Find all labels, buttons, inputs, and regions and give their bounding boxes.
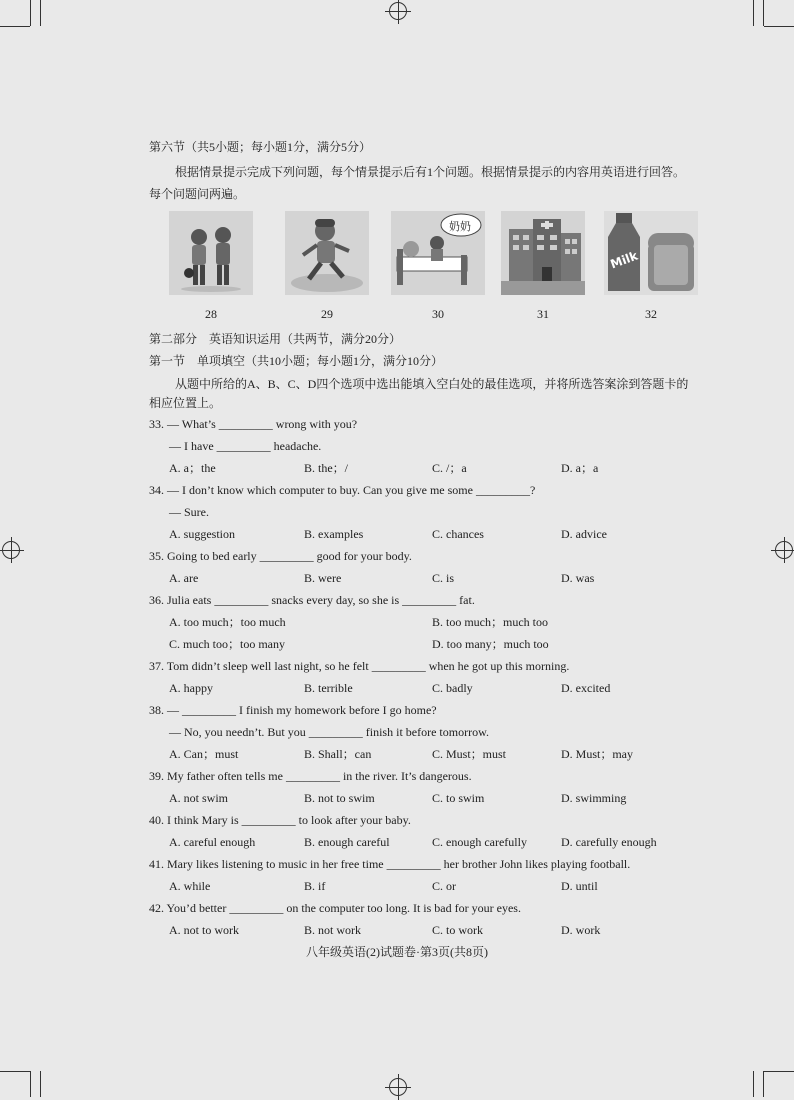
question-line: 42. You’d better _________ on the computer too long. It is bad for your eyes.	[149, 901, 521, 915]
question-line: 37. Tom didn’t sleep well last night, so he felt _________ when he got up this morning.	[149, 659, 570, 673]
picture-29	[285, 211, 369, 321]
options-row	[149, 878, 697, 900]
option-c[interactable]: C. much too；too many	[169, 637, 285, 651]
question-line: 34. — I don’t know which computer to buy. Can you give me some _________?	[149, 483, 536, 497]
registration-mark-icon	[389, 2, 407, 20]
options-row	[149, 460, 697, 482]
crop-mark	[753, 1071, 754, 1097]
option-d[interactable]: D. advice	[561, 527, 607, 541]
hospital-building-icon	[501, 211, 585, 295]
option-a[interactable]: A. too much；too much	[169, 615, 286, 629]
options-row	[149, 834, 697, 856]
boy-skating-icon	[285, 211, 369, 295]
option-a[interactable]: A. not swim	[169, 791, 229, 805]
options-row	[149, 922, 697, 944]
option-d[interactable]: D. too many；much too	[432, 637, 549, 651]
options-row	[149, 636, 697, 658]
option-c[interactable]: C. /；a	[432, 461, 467, 475]
crop-mark	[40, 0, 41, 26]
option-a[interactable]: A. not to work	[169, 923, 239, 937]
question-line: — No, you needn’t. But you _________ finish it before tomorrow.	[169, 725, 489, 739]
option-a[interactable]: A. Can；must	[169, 747, 239, 761]
picture-number: 30	[432, 307, 444, 321]
milk-and-bread-icon	[604, 211, 698, 295]
options-row	[149, 680, 697, 702]
question-40	[149, 812, 697, 856]
options-row	[149, 746, 697, 768]
option-c[interactable]: C. badly	[432, 681, 473, 695]
option-d[interactable]: D. a；a	[561, 461, 599, 475]
option-a[interactable]: A. a；the	[169, 461, 216, 475]
option-b[interactable]: B. too much；much too	[432, 615, 548, 629]
option-b[interactable]: B. not work	[304, 923, 361, 937]
question-33	[149, 416, 697, 482]
question-line: 38. — _________ I finish my homework before I go home?	[149, 703, 437, 717]
part2-title: 第二部分 英语知识运用（共两节，满分20分）	[149, 332, 402, 346]
picture-31	[501, 211, 585, 321]
options-row	[149, 570, 697, 592]
option-a[interactable]: A. careful enough	[169, 835, 256, 849]
crop-mark	[40, 1071, 41, 1097]
option-d[interactable]: D. excited	[561, 681, 611, 695]
part2-section1-title: 第一节 单项填空（共10小题；每小题1分，满分10分）	[149, 354, 444, 368]
crop-mark	[0, 26, 30, 27]
picture-number: 32	[645, 307, 657, 321]
section6-title: 第六节（共5小题；每小题1分，满分5分）	[149, 140, 372, 154]
exam-page-content	[149, 139, 697, 944]
question-line: 33. — What’s _________ wrong with you?	[149, 417, 358, 431]
option-b[interactable]: B. enough careful	[304, 835, 390, 849]
question-line: — Sure.	[169, 505, 209, 519]
option-c[interactable]: C. is	[432, 571, 455, 585]
option-d[interactable]: D. carefully enough	[561, 835, 657, 849]
question-line: 35. Going to bed early _________ good for your body.	[149, 549, 412, 563]
option-b[interactable]: B. were	[304, 571, 342, 585]
picture-28	[169, 211, 253, 321]
option-b[interactable]: B. Shall；can	[304, 747, 372, 761]
boys-playing-basketball-icon	[169, 211, 253, 295]
question-38	[149, 702, 697, 768]
option-c[interactable]: C. to work	[432, 923, 483, 937]
option-c[interactable]: C. enough carefully	[432, 835, 527, 849]
question-line: — I have _________ headache.	[169, 439, 322, 453]
option-a[interactable]: A. happy	[169, 681, 213, 695]
part2-instruction: 从题中所给的A、B、C、D四个选项中选出能填入空白处的最佳选项，并将所选答案涂到答题卡的相应位置上。	[149, 377, 689, 410]
section6-instruction: 根据情景提示完成下列问题，每个情景提示后有1个问题。根据情景提示的内容用英语进行回答。每个问题问两遍。	[149, 165, 686, 201]
question-34	[149, 482, 697, 548]
registration-mark-icon	[775, 541, 793, 559]
question-line: 39. My father often tells me _________ in the river. It’s dangerous.	[149, 769, 472, 783]
question-line: 41. Mary likes listening to music in her free time _________ her brother John likes playing football.	[149, 857, 631, 871]
question-35	[149, 548, 697, 592]
option-b[interactable]: B. terrible	[304, 681, 353, 695]
crop-mark	[763, 0, 764, 26]
picture-number: 28	[205, 307, 217, 321]
crop-mark	[30, 0, 31, 26]
crop-mark	[753, 0, 754, 26]
question-41	[149, 856, 697, 900]
crop-mark	[763, 1071, 764, 1097]
crop-mark	[0, 1071, 30, 1072]
registration-mark-icon	[2, 541, 20, 559]
crop-mark	[30, 1071, 31, 1097]
picture-30	[391, 211, 485, 321]
bottle-label: Milk	[608, 248, 640, 272]
question-37	[149, 658, 697, 702]
option-d[interactable]: D. work	[561, 923, 601, 937]
option-c[interactable]: C. chances	[432, 527, 484, 541]
option-c[interactable]: C. Must；must	[432, 747, 507, 761]
question-42	[149, 900, 697, 944]
visiting-grandma-hospital-icon	[391, 211, 485, 295]
options-row	[149, 526, 697, 548]
option-a[interactable]: A. are	[169, 571, 199, 585]
registration-mark-icon	[389, 1078, 407, 1096]
option-b[interactable]: B. the；/	[304, 461, 348, 475]
question-line: 36. Julia eats _________ snacks every day, so she is _________ fat.	[149, 593, 475, 607]
option-b[interactable]: B. not to swim	[304, 791, 375, 805]
options-row	[149, 790, 697, 812]
option-a[interactable]: A. while	[169, 879, 211, 893]
picture-number: 29	[321, 307, 333, 321]
page-footer: 八年级英语(2)试题卷·第3页(共8页)	[306, 945, 488, 959]
picture-row	[149, 211, 697, 323]
crop-mark	[764, 1071, 794, 1072]
option-c[interactable]: C. or	[432, 879, 456, 893]
option-d[interactable]: D. was	[561, 571, 595, 585]
option-b[interactable]: B. examples	[304, 527, 364, 541]
question-36	[149, 592, 697, 658]
speech-bubble-text: 奶奶	[449, 220, 471, 233]
option-a[interactable]: A. suggestion	[169, 527, 235, 541]
crop-mark	[764, 26, 794, 27]
option-d[interactable]: D. Must；may	[561, 747, 634, 761]
option-b[interactable]: B. if	[304, 879, 326, 893]
option-c[interactable]: C. to swim	[432, 791, 485, 805]
question-39	[149, 768, 697, 812]
picture-32	[604, 211, 698, 321]
option-d[interactable]: D. swimming	[561, 791, 627, 805]
options-row	[149, 614, 697, 636]
picture-number: 31	[537, 307, 549, 321]
question-line: 40. I think Mary is _________ to look after your baby.	[149, 813, 411, 827]
option-d[interactable]: D. until	[561, 879, 598, 893]
